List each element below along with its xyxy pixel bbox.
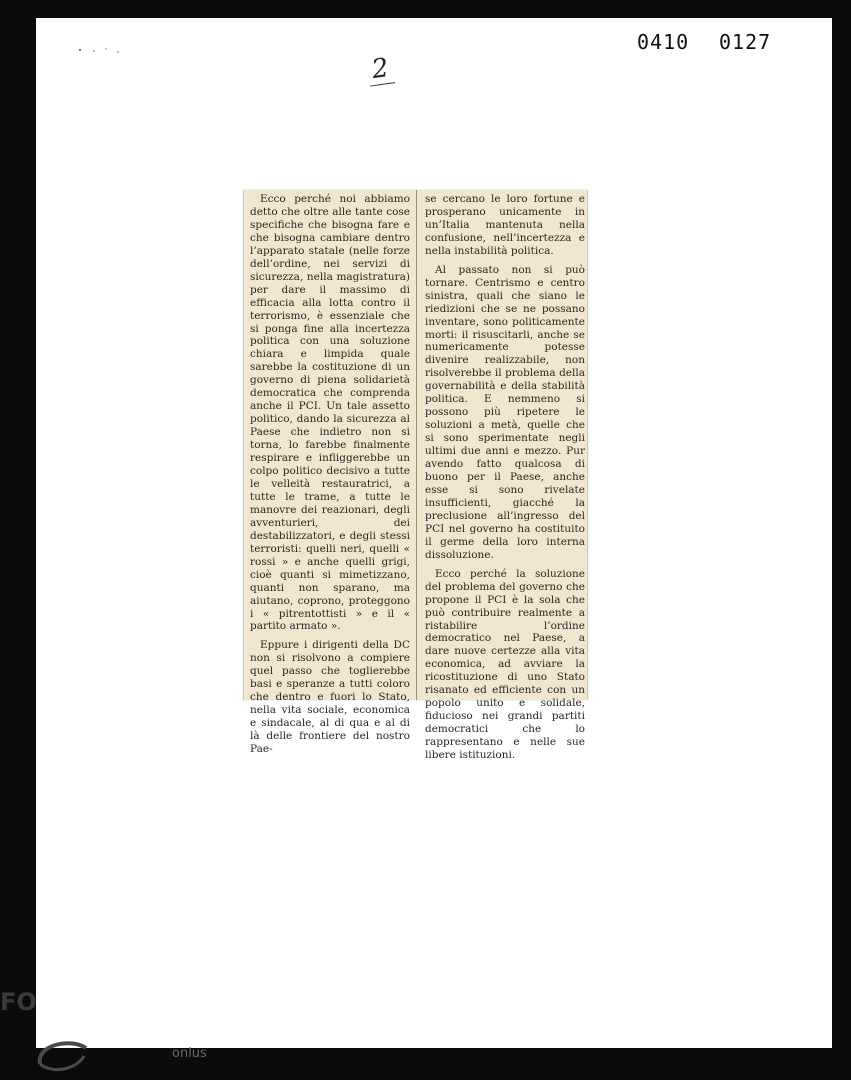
watermark-swirl-icon xyxy=(32,1034,92,1074)
article-paragraph: Eppure i dirigenti della DC non si risolvono a compiere quel passo che toglierebbe basi e speranze a tutti coloro che dentro e fuori lo Stato, nella vita sociale, economica e sindacale, al di qua e al di là delle frontiere del nostro Pae- xyxy=(250,639,410,756)
article-paragraph: se cercano le loro fortune e prosperano unicamente in un’Italia mantenuta nella confusione, nell’incertezza e nella instabilità politica. xyxy=(425,193,585,257)
article-column-2 xyxy=(425,193,585,768)
article-paragraph: Ecco perché la soluzione del problema del governo che propone il PCI è la sola che può contribuire realmente a ristabilire l’ordine democratico nel Paese, a dare nuove certezze alla vita economica, ad avviare la ricostituzione di uno Stato risanato ed efficiente con un popolo unito e solidale, fiducioso nei grandi partiti democratici che lo rappresentano e nelle sue libere istituzioni. xyxy=(425,567,585,762)
column-divider xyxy=(416,190,417,700)
watermark-onlus: onlus xyxy=(172,1046,207,1061)
scanned-page xyxy=(36,18,832,1048)
article-paragraph: Ecco perché noi abbiamo detto che oltre alle tante cose specifiche che bisogna fare e che bisogna cambiare dentro l’apparato statale (nelle forze dell’ordine, nei servizi di sicurezza, nella magistratura) per dare il massimo di efficacia alla lotta contro il terrorismo, è essenziale che si ponga fine alla incertezza politica con una soluzione chiara e limpida quale sarebbe la costituzione di un governo di piena solidarietà democratica che comprenda anche il PCI. Un tale assetto politico, dando la sicurezza al Paese che indietro non si torna, lo farebbe finalmente respirare e infliggerebbe un colpo politico decisivo a tutte le velleità restauratrici, a tutte le trame, a tutte le manovre dei reazionari, degli avventurieri, dei destabilizzatori, e degli stessi terroristi: quelli neri, quelli « rossi » e anche quelli grigi, cioè quanti si mimetizzano, quanti non sparano, ma aiutano, coprono, proteggono i « pitrentottisti » e il « partito armato ». xyxy=(250,193,410,633)
article-column-1 xyxy=(250,193,410,762)
handwritten-page-number: 2 xyxy=(366,52,395,86)
dust-specks xyxy=(76,46,136,54)
archive-stamp-left: 0410 xyxy=(637,30,690,54)
article-paragraph: Al passato non si può tornare. Centrismo e centro sinistra, quali che siano le riedizioni che se ne possano inventare, sono politicamente morti: il risuscitarli, anche se numericamente potesse divenire realizzabile, non risolverebbe il problema della governabilità e della stabilità politica. E nemmeno si possono più ripetere le soluzioni a metà, quelle che si sono sperimentate negli ultimi due anni e mezzo. Pur avendo fatto qualcosa di buono per il Paese, anche esse si sono rivelate insufficienti, giacché la preclusione all’ingresso del PCI nel governo ha costituito il germe della loro interna dissoluzione. xyxy=(425,263,585,561)
newspaper-clipping xyxy=(243,190,588,762)
archive-stamp-right: 0127 xyxy=(719,30,772,54)
watermark-logo: FO xyxy=(0,988,37,1016)
